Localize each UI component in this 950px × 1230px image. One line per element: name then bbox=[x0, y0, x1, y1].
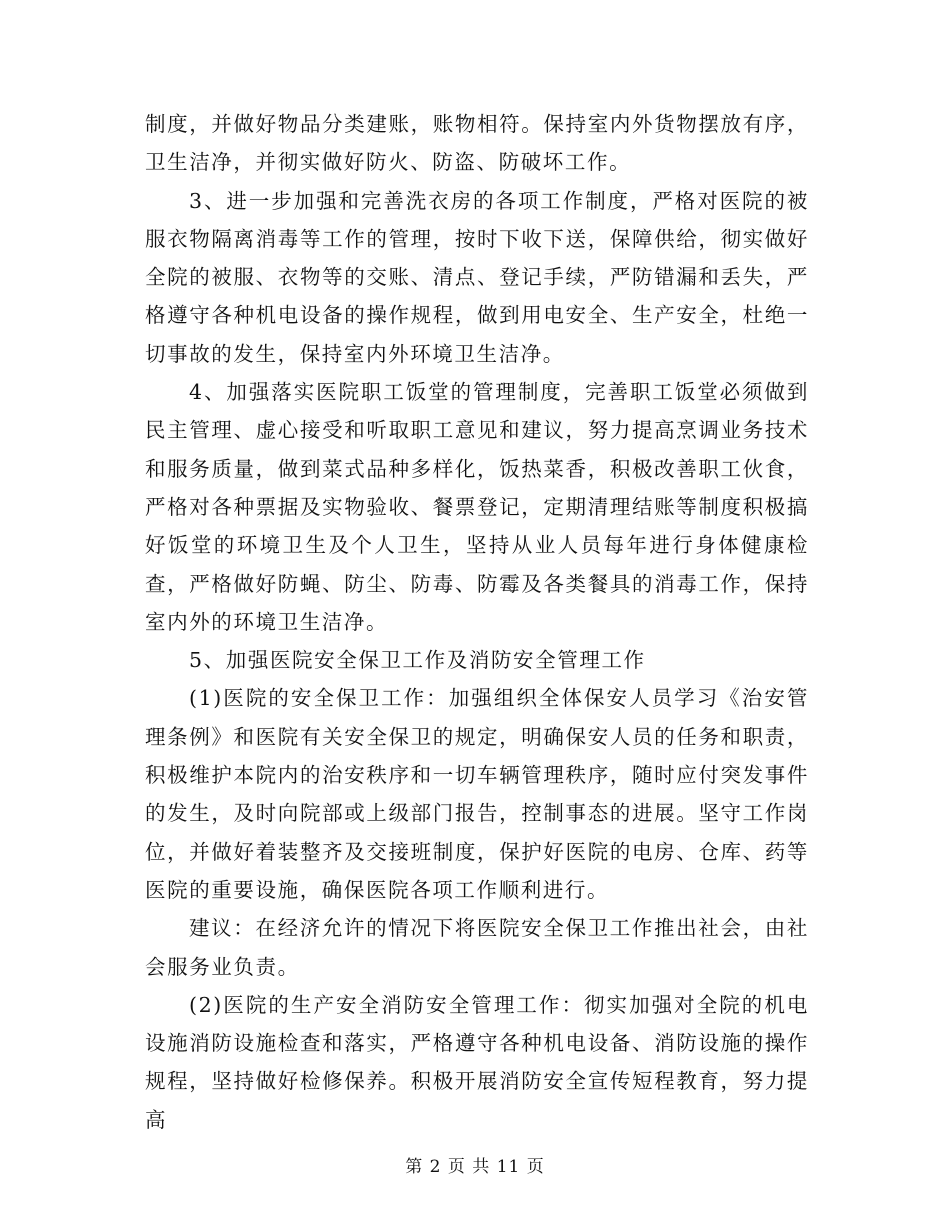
paragraph-7: (2)医院的生产安全消防安全管理工作：彻实加强对全院的机电设施消防设施检查和落实，严格遵守各种机电设备、消防设施的操作规程，坚持做好检修保养。积极开展消防安全宣传短程教育，努力提高 bbox=[145, 992, 809, 1132]
paragraph-3: 4、加强落实医院职工饭堂的管理制度，完善职工饭堂必须做到民主管理、虚心接受和听取职工意见和建议，努力提高烹调业务技术和服务质量，做到菜式品种多样化，饭热菜香，积极改善职工伙食，严格对各种票据及实物验收、餐票登记，定期清理结账等制度积极搞好饭堂的环境卫生及个人卫生，坚持从业人员每年进行身体健康检查，严格做好防蝇、防尘、防毒、防霉及各类餐具的消毒工作，保持室内外的环境卫生洁净。 bbox=[145, 380, 809, 634]
paragraph-6: 建议：在经济允许的情况下将医院安全保卫工作推出社会，由社会服务业负责。 bbox=[145, 916, 809, 979]
page-number: 第 2 页 共 11 页 bbox=[405, 1157, 545, 1177]
document-body bbox=[145, 105, 809, 1139]
paragraph-4: 5、加强医院安全保卫工作及消防安全管理工作 bbox=[189, 648, 646, 673]
paragraph-5: (1)医院的安全保卫工作：加强组织全体保安人员学习《治安管理条例》和医院有关安全保卫的规定，明确保安人员的任务和职责，积极维护本院内的治安秩序和一切车辆管理秩序，随时应付突发事件的发生，及时向院部或上级部门报告，控制事态的进展。坚守工作岗位，并做好着装整齐及交接班制度，保护好医院的电房、仓库、药等医院的重要设施，确保医院各项工作顺利进行。 bbox=[145, 686, 809, 902]
paragraph-1: 制度，并做好物品分类建账，账物相符。保持室内外货物摆放有序，卫生洁净，并彻实做好防火、防盗、防破坏工作。 bbox=[145, 112, 809, 175]
paragraph-2: 3、进一步加强和完善洗衣房的各项工作制度，严格对医院的被服衣物隔离消毒等工作的管理，按时下收下送，保障供给，彻实做好全院的被服、衣物等的交账、清点、登记手续，严防错漏和丢失，严格遵守各种机电设备的操作规程，做到用电安全、生产安全，杜绝一切事故的发生，保持室内外环境卫生洁净。 bbox=[145, 188, 809, 366]
